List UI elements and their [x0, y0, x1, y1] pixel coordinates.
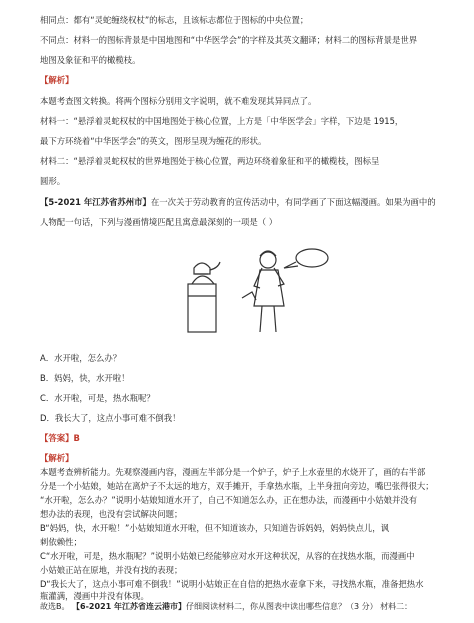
option-d: D．我长大了，这点小事可难不倒我！ — [40, 413, 181, 423]
text-line: 想办法的表现，也没有尝试解决问题； — [40, 509, 183, 519]
text-line: 最下方环绕着“中华医学会”的英文，图形呈现为缠花的形状。 — [40, 136, 267, 146]
text-line: D“我长大了，这点小事可难不倒我！”说明小姑娘正在自信的把热水壶拿下来，寻找热水瓶，准备把热水 — [40, 579, 424, 589]
text-line: 本题考查图文转换。将两个图标分别用文字说明，就不难发现其异同点了。 — [40, 96, 317, 106]
text-line: 刺依赖性； — [40, 537, 82, 547]
text-line: 材料一：“悬浮着灵蛇权杖的中国地图处于核心位置，上方是「中华医学会」字样，下边是 1915， — [40, 116, 404, 126]
cartoon-illustration — [170, 240, 350, 338]
material-label: 材料二： — [380, 602, 413, 611]
text-line: “水开啦，怎么办？”说明小姑娘知道水开了，自己不知道怎么办，正在想办法，而漫画中小姑娘并没有 — [40, 495, 418, 505]
option-c: C．水开啦，可是，热水瓶呢？ — [40, 393, 155, 403]
text-line: 分是一个小姑娘，她站在离炉子不太远的地方，双手摊开，手拿热水瓶，上半身扭向旁边，嘴巴张得很大； — [40, 481, 434, 491]
option-b: B．妈妈，快，水开啦！ — [40, 373, 130, 383]
text-line: 人物配一句话，下列与漫画情境匹配且寓意最深刻的一项是（ ） — [40, 217, 278, 227]
answer: 【答案】B — [40, 433, 80, 443]
text-line — [40, 602, 445, 612]
text-line: B“妈妈，快，水开啦！”小姑娘知道水开啦，但不知道该办，只知道告诉妈妈，妈妈快点儿，讽 — [40, 523, 389, 533]
text-line: 相同点：都有“灵蛇缠绕权杖”的标志，且该标志都位于图标的中央位置； — [40, 15, 309, 25]
question-tag: 【6-2021 年江苏省连云港市】 — [72, 602, 186, 611]
choice: 故选B。 — [40, 602, 70, 611]
text-line: 不同点：材料一的图标背景是中国地图和“中华医学会”的字样及其英文翻译；材料二的图标背景是世界 — [40, 35, 418, 45]
text-line: C“水开啦，可是，热水瓶呢？”说明小姑娘已经能够应对水开这种状况，从容的在找热水瓶，而漫画中 — [40, 551, 415, 561]
text-line: 本题考查辨析能力。先观察漫画内容，漫画左半部分是一个炉子，炉子上水壶里的水烧开了，画的右半部 — [40, 467, 426, 477]
question-text: 在一次关于劳动教育的宣传活动中，有同学画了下面这幅漫画。如果为画中的 — [150, 197, 436, 207]
text-line: 材料二：“悬浮着灵蛇权杖的世界地图处于核心位置，两边环绕着象征和平的橄榄枝，图标呈 — [40, 156, 380, 166]
question-5 — [40, 196, 445, 208]
text-line: 瓶灌满，漫画中并没有体现。 — [40, 591, 149, 601]
text-line: 地图及象征和平的橄榄枝。 — [40, 55, 141, 65]
text-line: 圆形。 — [40, 176, 66, 186]
section-heading: 【解析】 — [40, 75, 74, 85]
section-heading: 【解析】 — [40, 453, 74, 463]
option-a: A．水开啦，怎么办？ — [40, 353, 122, 363]
text-line: 小姑娘正站在原地，并没有找的表现； — [40, 565, 183, 575]
question-tag: 【5-2021 年江苏省苏州市】 — [40, 197, 151, 207]
question-text: 仔细阅读材料二，你从图表中读出哪些信息？（3 分） — [185, 602, 378, 611]
